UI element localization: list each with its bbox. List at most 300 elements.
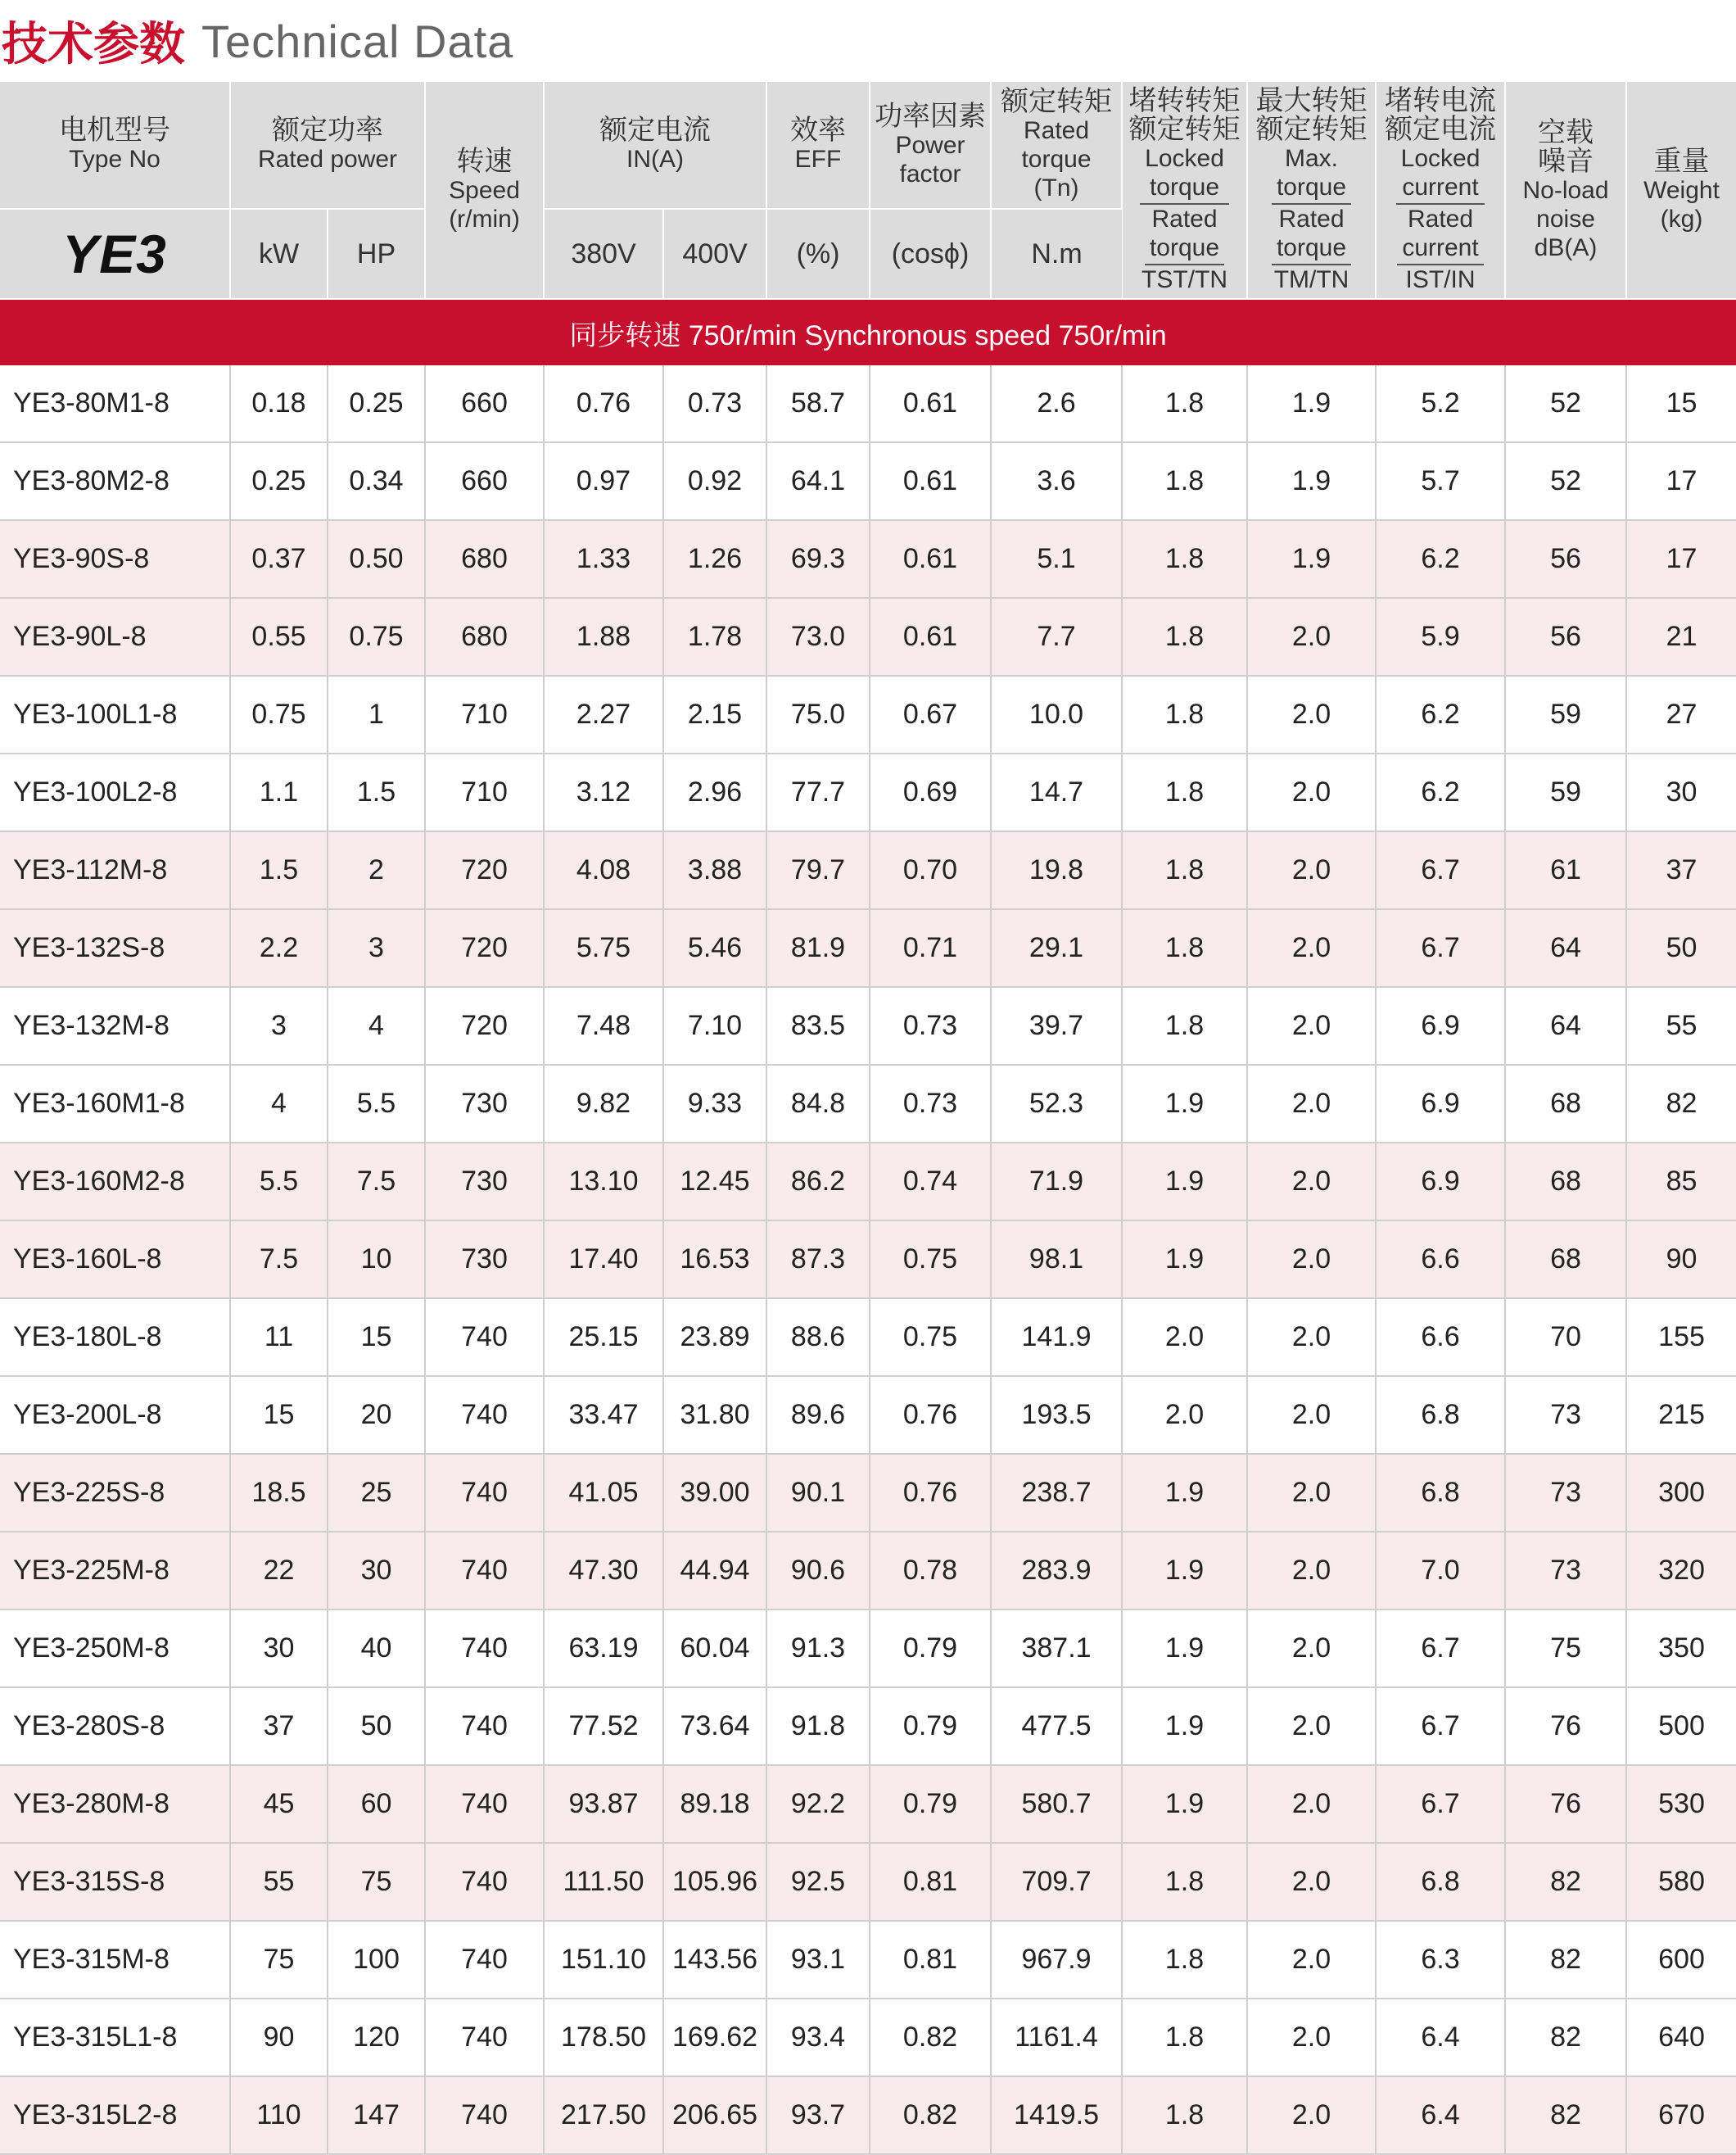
cell-current-400v: 1.26 (663, 520, 766, 598)
cell-locked-current-ratio: 6.2 (1376, 676, 1505, 754)
cell-efficiency: 83.5 (766, 987, 870, 1065)
cell-speed: 730 (425, 1220, 544, 1298)
cell-max-torque-ratio: 1.9 (1247, 365, 1376, 442)
cell-current-380v: 178.50 (544, 1999, 663, 2076)
cell-weight: 350 (1626, 1609, 1736, 1687)
cell-model: YE3-200L-8 (0, 1376, 230, 1454)
cell-speed: 740 (425, 2076, 544, 2154)
cell-power-hp: 30 (328, 1532, 425, 1609)
cell-power-kw: 5.5 (230, 1143, 328, 1220)
cell-locked-torque-ratio: 1.9 (1122, 1143, 1247, 1220)
cell-model: YE3-225M-8 (0, 1532, 230, 1609)
cell-rated-torque: 29.1 (991, 909, 1122, 987)
cell-power-hp: 0.50 (328, 520, 425, 598)
cell-efficiency: 90.1 (766, 1454, 870, 1532)
header-current-cn: 额定电流 (599, 115, 712, 146)
cell-efficiency: 86.2 (766, 1143, 870, 1220)
cell-noise: 52 (1505, 365, 1626, 442)
cell-rated-torque: 967.9 (991, 1921, 1122, 1999)
table-row (0, 1999, 1736, 2076)
table-row (0, 442, 1736, 520)
header-speed (425, 82, 544, 299)
cell-noise: 68 (1505, 1065, 1626, 1143)
header-power-en: Rated power (257, 146, 398, 173)
header-rated-power (230, 82, 425, 209)
cell-locked-current-ratio: 6.9 (1376, 987, 1505, 1065)
table-row (0, 1143, 1736, 1220)
cell-power-factor: 0.67 (870, 676, 991, 754)
cell-locked-torque-ratio: 1.8 (1122, 2076, 1247, 2154)
header-mt-top2: torque (1276, 173, 1347, 201)
cell-max-torque-ratio: 2.0 (1247, 1609, 1376, 1687)
cell-locked-torque-ratio: 1.8 (1122, 598, 1247, 676)
cell-model: YE3-280M-8 (0, 1765, 230, 1843)
cell-current-380v: 1.33 (544, 520, 663, 598)
cell-efficiency: 75.0 (766, 676, 870, 754)
cell-weight: 50 (1626, 909, 1736, 987)
cell-power-factor: 0.75 (870, 1220, 991, 1298)
cell-efficiency: 89.6 (766, 1376, 870, 1454)
cell-current-380v: 5.75 (544, 909, 663, 987)
cell-model: YE3-315S-8 (0, 1843, 230, 1921)
cell-current-400v: 16.53 (663, 1220, 766, 1298)
title-english: Technical Data (201, 15, 514, 67)
cell-power-hp: 1.5 (328, 754, 425, 831)
cell-model: YE3-250M-8 (0, 1609, 230, 1687)
cell-max-torque-ratio: 2.0 (1247, 1220, 1376, 1298)
cell-power-kw: 75 (230, 1921, 328, 1999)
cell-locked-current-ratio: 6.7 (1376, 1687, 1505, 1765)
cell-weight: 85 (1626, 1143, 1736, 1220)
cell-power-kw: 1.5 (230, 831, 328, 909)
cell-power-factor: 0.75 (870, 1298, 991, 1376)
cell-power-kw: 2.2 (230, 909, 328, 987)
cell-current-380v: 3.12 (544, 754, 663, 831)
cell-weight: 17 (1626, 442, 1736, 520)
cell-power-kw: 55 (230, 1843, 328, 1921)
technical-data-table (0, 82, 1736, 2155)
cell-power-factor: 0.81 (870, 1921, 991, 1999)
header-eff-cn: 效率 (790, 115, 847, 146)
cell-rated-torque: 387.1 (991, 1609, 1122, 1687)
cell-noise: 82 (1505, 1999, 1626, 2076)
cell-power-hp: 25 (328, 1454, 425, 1532)
table-header (0, 82, 1736, 299)
cell-max-torque-ratio: 2.0 (1247, 1843, 1376, 1921)
cell-noise: 70 (1505, 1298, 1626, 1376)
cell-power-kw: 3 (230, 987, 328, 1065)
cell-locked-current-ratio: 5.2 (1376, 365, 1505, 442)
cell-locked-torque-ratio: 2.0 (1122, 1376, 1247, 1454)
cell-weight: 82 (1626, 1065, 1736, 1143)
table-row (0, 1454, 1736, 1532)
cell-rated-torque: 1419.5 (991, 2076, 1122, 2154)
header-lc-ratio: IST/IN (1405, 265, 1476, 293)
cell-noise: 59 (1505, 676, 1626, 754)
cell-rated-torque: 709.7 (991, 1843, 1122, 1921)
cell-power-factor: 0.82 (870, 2076, 991, 2154)
cell-current-400v: 143.56 (663, 1921, 766, 1999)
cell-noise: 75 (1505, 1609, 1626, 1687)
cell-power-hp: 1 (328, 676, 425, 754)
header-hp: HP (328, 209, 425, 299)
cell-power-kw: 1.1 (230, 754, 328, 831)
cell-locked-current-ratio: 6.7 (1376, 909, 1505, 987)
cell-speed: 740 (425, 1376, 544, 1454)
cell-power-factor: 0.79 (870, 1765, 991, 1843)
cell-weight: 55 (1626, 987, 1736, 1065)
cell-max-torque-ratio: 2.0 (1247, 754, 1376, 831)
table-row (0, 987, 1736, 1065)
cell-locked-current-ratio: 6.8 (1376, 1376, 1505, 1454)
cell-model: YE3-315L1-8 (0, 1999, 230, 2076)
cell-current-400v: 3.88 (663, 831, 766, 909)
cell-locked-current-ratio: 6.6 (1376, 1220, 1505, 1298)
header-rated-current (544, 82, 766, 209)
cell-noise: 76 (1505, 1765, 1626, 1843)
cell-current-380v: 63.19 (544, 1609, 663, 1687)
header-400v: 400V (663, 209, 766, 299)
cell-efficiency: 77.7 (766, 754, 870, 831)
cell-current-400v: 0.73 (663, 365, 766, 442)
table-row (0, 520, 1736, 598)
cell-power-factor: 0.69 (870, 754, 991, 831)
cell-weight: 27 (1626, 676, 1736, 754)
cell-current-400v: 73.64 (663, 1687, 766, 1765)
header-noise-en1: No-load (1522, 176, 1609, 204)
cell-noise: 52 (1505, 442, 1626, 520)
cell-speed: 740 (425, 1687, 544, 1765)
cell-power-hp: 10 (328, 1220, 425, 1298)
table-row (0, 754, 1736, 831)
cell-max-torque-ratio: 2.0 (1247, 909, 1376, 987)
cell-noise: 61 (1505, 831, 1626, 909)
cell-power-hp: 20 (328, 1376, 425, 1454)
cell-locked-torque-ratio: 1.9 (1122, 1765, 1247, 1843)
cell-noise: 73 (1505, 1532, 1626, 1609)
cell-current-380v: 47.30 (544, 1532, 663, 1609)
cell-model: YE3-225S-8 (0, 1454, 230, 1532)
cell-current-380v: 41.05 (544, 1454, 663, 1532)
cell-locked-current-ratio: 6.9 (1376, 1143, 1505, 1220)
cell-efficiency: 87.3 (766, 1220, 870, 1298)
cell-model: YE3-100L2-8 (0, 754, 230, 831)
cell-locked-current-ratio: 7.0 (1376, 1532, 1505, 1609)
header-weight-en: Weight (1643, 176, 1720, 204)
cell-speed: 720 (425, 909, 544, 987)
cell-model: YE3-132M-8 (0, 987, 230, 1065)
cell-current-400v: 89.18 (663, 1765, 766, 1843)
cell-locked-current-ratio: 6.2 (1376, 754, 1505, 831)
cell-locked-current-ratio: 6.2 (1376, 520, 1505, 598)
cell-locked-torque-ratio: 1.9 (1122, 1454, 1247, 1532)
cell-max-torque-ratio: 2.0 (1247, 1532, 1376, 1609)
cell-efficiency: 92.5 (766, 1843, 870, 1921)
cell-model: YE3-160M2-8 (0, 1143, 230, 1220)
header-weight-cn: 重量 (1653, 145, 1710, 177)
cell-current-400v: 169.62 (663, 1999, 766, 2076)
cell-current-400v: 60.04 (663, 1609, 766, 1687)
header-lt-bot2: torque (1149, 233, 1220, 261)
cell-model: YE3-80M1-8 (0, 365, 230, 442)
header-lt-top1: Locked (1145, 144, 1224, 172)
header-efficiency (766, 82, 870, 209)
header-lt-ratio: TST/TN (1142, 265, 1228, 293)
cell-power-factor: 0.61 (870, 442, 991, 520)
cell-noise: 73 (1505, 1454, 1626, 1532)
cell-locked-torque-ratio: 1.8 (1122, 1921, 1247, 1999)
cell-power-factor: 0.71 (870, 909, 991, 987)
cell-efficiency: 91.3 (766, 1609, 870, 1687)
cell-weight: 155 (1626, 1298, 1736, 1376)
cell-speed: 740 (425, 1921, 544, 1999)
cell-efficiency: 90.6 (766, 1532, 870, 1609)
header-380v: 380V (544, 209, 663, 299)
cell-locked-torque-ratio: 1.9 (1122, 1609, 1247, 1687)
title-chinese: 技术参数 (2, 18, 185, 70)
cell-power-hp: 4 (328, 987, 425, 1065)
cell-locked-current-ratio: 6.6 (1376, 1298, 1505, 1376)
cell-model: YE3-132S-8 (0, 909, 230, 987)
header-lc-cn1: 堵转电流 (1385, 84, 1497, 116)
cell-locked-current-ratio: 5.7 (1376, 442, 1505, 520)
cell-power-hp: 15 (328, 1298, 425, 1376)
header-pf-en2: factor (899, 160, 961, 188)
cell-model: YE3-315L2-8 (0, 2076, 230, 2154)
cell-rated-torque: 98.1 (991, 1220, 1122, 1298)
cell-weight: 15 (1626, 365, 1736, 442)
cell-rated-torque: 7.7 (991, 598, 1122, 676)
header-noise (1505, 82, 1626, 299)
header-rt-unit: N.m (991, 209, 1122, 299)
cell-weight: 21 (1626, 598, 1736, 676)
header-lc-top2: current (1402, 173, 1479, 201)
header-speed-unit: (r/min) (449, 205, 520, 233)
cell-noise: 73 (1505, 1376, 1626, 1454)
header-power-factor (870, 82, 991, 209)
cell-current-380v: 111.50 (544, 1843, 663, 1921)
cell-rated-torque: 1161.4 (991, 1999, 1122, 2076)
cell-power-factor: 0.70 (870, 831, 991, 909)
header-mt-ratio: TM/TN (1273, 265, 1349, 293)
table-row (0, 1220, 1736, 1298)
cell-power-hp: 147 (328, 2076, 425, 2154)
table-row (0, 909, 1736, 987)
cell-power-hp: 7.5 (328, 1143, 425, 1220)
cell-weight: 670 (1626, 2076, 1736, 2154)
cell-locked-torque-ratio: 1.8 (1122, 987, 1247, 1065)
cell-rated-torque: 71.9 (991, 1143, 1122, 1220)
header-current-en: IN(A) (626, 146, 685, 173)
cell-speed: 720 (425, 831, 544, 909)
cell-current-380v: 17.40 (544, 1220, 663, 1298)
cell-power-kw: 11 (230, 1298, 328, 1376)
table-row (0, 831, 1736, 909)
cell-speed: 680 (425, 520, 544, 598)
cell-rated-torque: 39.7 (991, 987, 1122, 1065)
table-row (0, 1376, 1736, 1454)
cell-power-kw: 18.5 (230, 1454, 328, 1532)
cell-current-380v: 1.88 (544, 598, 663, 676)
cell-locked-current-ratio: 6.8 (1376, 1843, 1505, 1921)
cell-locked-torque-ratio: 1.8 (1122, 1843, 1247, 1921)
header-rt-en1: Rated (1023, 117, 1090, 144)
cell-power-factor: 0.76 (870, 1454, 991, 1532)
cell-current-380v: 7.48 (544, 987, 663, 1065)
cell-current-400v: 12.45 (663, 1143, 766, 1220)
table-row (0, 2076, 1736, 2154)
cell-noise: 56 (1505, 598, 1626, 676)
table-row (0, 598, 1736, 676)
cell-speed: 680 (425, 598, 544, 676)
cell-current-400v: 5.46 (663, 909, 766, 987)
cell-power-factor: 0.61 (870, 598, 991, 676)
cell-power-factor: 0.79 (870, 1609, 991, 1687)
cell-speed: 710 (425, 676, 544, 754)
cell-speed: 740 (425, 1765, 544, 1843)
cell-power-factor: 0.79 (870, 1687, 991, 1765)
cell-locked-torque-ratio: 1.9 (1122, 1532, 1247, 1609)
cell-power-kw: 90 (230, 1999, 328, 2076)
cell-noise: 68 (1505, 1143, 1626, 1220)
cell-locked-current-ratio: 6.7 (1376, 831, 1505, 909)
cell-current-380v: 4.08 (544, 831, 663, 909)
cell-power-kw: 30 (230, 1609, 328, 1687)
model-series-label: YE3 (0, 209, 230, 299)
cell-power-factor: 0.61 (870, 365, 991, 442)
cell-current-380v: 77.52 (544, 1687, 663, 1765)
cell-current-380v: 25.15 (544, 1298, 663, 1376)
cell-current-380v: 13.10 (544, 1143, 663, 1220)
cell-max-torque-ratio: 2.0 (1247, 1921, 1376, 1999)
header-weight-unit: (kg) (1660, 205, 1703, 233)
header-noise-cn2: 噪音 (1538, 145, 1594, 177)
cell-model: YE3-315M-8 (0, 1921, 230, 1999)
header-noise-cn1: 空载 (1538, 116, 1594, 148)
cell-locked-current-ratio: 6.7 (1376, 1609, 1505, 1687)
cell-power-kw: 0.55 (230, 598, 328, 676)
cell-weight: 37 (1626, 831, 1736, 909)
cell-model: YE3-90L-8 (0, 598, 230, 676)
cell-power-hp: 75 (328, 1843, 425, 1921)
cell-rated-torque: 141.9 (991, 1298, 1122, 1376)
cell-max-torque-ratio: 1.9 (1247, 442, 1376, 520)
cell-model: YE3-280S-8 (0, 1687, 230, 1765)
cell-power-factor: 0.76 (870, 1376, 991, 1454)
cell-model: YE3-80M2-8 (0, 442, 230, 520)
cell-locked-current-ratio: 6.9 (1376, 1065, 1505, 1143)
cell-max-torque-ratio: 2.0 (1247, 1454, 1376, 1532)
cell-max-torque-ratio: 2.0 (1247, 1298, 1376, 1376)
cell-current-400v: 1.78 (663, 598, 766, 676)
cell-noise: 64 (1505, 909, 1626, 987)
speed-banner-text: 同步转速 750r/min Synchronous speed 750r/min (0, 299, 1736, 365)
cell-rated-torque: 10.0 (991, 676, 1122, 754)
cell-power-kw: 7.5 (230, 1220, 328, 1298)
cell-speed: 660 (425, 442, 544, 520)
cell-efficiency: 93.4 (766, 1999, 870, 2076)
header-noise-unit: dB(A) (1534, 233, 1598, 261)
table-row (0, 365, 1736, 442)
cell-speed: 740 (425, 1454, 544, 1532)
header-weight (1626, 82, 1736, 299)
cell-power-kw: 0.18 (230, 365, 328, 442)
cell-locked-torque-ratio: 1.8 (1122, 365, 1247, 442)
cell-rated-torque: 14.7 (991, 754, 1122, 831)
header-pf-cn: 功率因素 (875, 100, 987, 132)
header-model (0, 82, 230, 209)
cell-current-380v: 151.10 (544, 1921, 663, 1999)
cell-current-380v: 217.50 (544, 2076, 663, 2154)
synchronous-speed-banner (0, 299, 1736, 365)
header-lc-bot1: Rated (1407, 205, 1474, 233)
cell-efficiency: 92.2 (766, 1765, 870, 1843)
cell-current-400v: 23.89 (663, 1298, 766, 1376)
cell-noise: 76 (1505, 1687, 1626, 1765)
cell-power-kw: 22 (230, 1532, 328, 1609)
table-row (0, 1765, 1736, 1843)
cell-power-hp: 60 (328, 1765, 425, 1843)
cell-current-380v: 33.47 (544, 1376, 663, 1454)
header-noise-en2: noise (1536, 205, 1595, 233)
cell-weight: 530 (1626, 1765, 1736, 1843)
table-row (0, 1298, 1736, 1376)
cell-max-torque-ratio: 2.0 (1247, 676, 1376, 754)
cell-power-kw: 0.75 (230, 676, 328, 754)
cell-model: YE3-100L1-8 (0, 676, 230, 754)
header-lc-cn2: 额定电流 (1385, 113, 1497, 145)
cell-weight: 600 (1626, 1921, 1736, 1999)
cell-locked-torque-ratio: 1.8 (1122, 520, 1247, 598)
cell-efficiency: 88.6 (766, 1298, 870, 1376)
cell-locked-torque-ratio: 2.0 (1122, 1298, 1247, 1376)
cell-locked-current-ratio: 6.4 (1376, 2076, 1505, 2154)
cell-rated-torque: 5.1 (991, 520, 1122, 598)
cell-max-torque-ratio: 2.0 (1247, 1999, 1376, 2076)
cell-speed: 740 (425, 1843, 544, 1921)
cell-model: YE3-90S-8 (0, 520, 230, 598)
cell-current-400v: 2.15 (663, 676, 766, 754)
table-row (0, 1609, 1736, 1687)
cell-max-torque-ratio: 2.0 (1247, 598, 1376, 676)
cell-power-factor: 0.74 (870, 1143, 991, 1220)
cell-locked-current-ratio: 5.9 (1376, 598, 1505, 676)
cell-locked-torque-ratio: 1.8 (1122, 831, 1247, 909)
cell-model: YE3-112M-8 (0, 831, 230, 909)
cell-speed: 720 (425, 987, 544, 1065)
cell-power-factor: 0.82 (870, 1999, 991, 2076)
cell-power-kw: 0.37 (230, 520, 328, 598)
cell-efficiency: 69.3 (766, 520, 870, 598)
header-lt-top2: torque (1149, 173, 1220, 201)
cell-power-factor: 0.61 (870, 520, 991, 598)
cell-rated-torque: 19.8 (991, 831, 1122, 909)
cell-rated-torque: 3.6 (991, 442, 1122, 520)
header-mt-bot2: torque (1276, 233, 1347, 261)
cell-rated-torque: 193.5 (991, 1376, 1122, 1454)
table-row (0, 1687, 1736, 1765)
cell-rated-torque: 283.9 (991, 1532, 1122, 1609)
cell-current-380v: 0.97 (544, 442, 663, 520)
header-eff-en: EFF (794, 146, 842, 173)
cell-current-400v: 206.65 (663, 2076, 766, 2154)
header-kw: kW (230, 209, 328, 299)
header-rt-en2: torque (1021, 146, 1092, 173)
header-lt-cn1: 堵转转矩 (1128, 84, 1241, 116)
cell-weight: 17 (1626, 520, 1736, 598)
cell-weight: 580 (1626, 1843, 1736, 1921)
cell-weight: 300 (1626, 1454, 1736, 1532)
